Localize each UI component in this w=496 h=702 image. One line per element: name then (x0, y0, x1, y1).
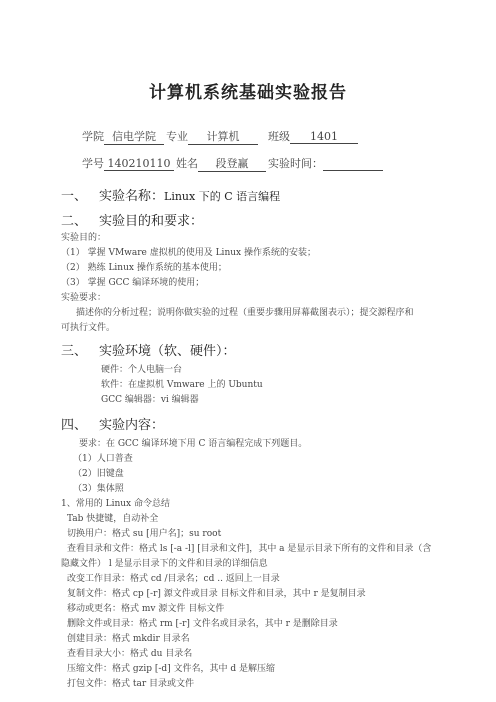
purpose-item: （3） 掌握 GCC 编译环境的使用； (61, 278, 205, 288)
command-line: 查看目录大小：格式 du 目录名 (67, 649, 193, 659)
section-2-label: 实验目的和要求： (99, 214, 204, 229)
command-line: 复制文件：格式 cp [-r] 源文件或目录 目标文件和目录，其中 r 是复制目录 (67, 589, 366, 599)
section-1-value: Linux 下的 C 语言编程 (164, 190, 281, 203)
section-1-heading (61, 185, 280, 204)
commands-title: 1、常用的 Linux 命令总结 (61, 499, 170, 509)
section-1-number: 一、 (61, 189, 88, 204)
section-3-heading (61, 340, 236, 359)
requirement-label: 实验要求： (61, 293, 107, 303)
command-line: 切换用户：格式 su [用户名]；su root (67, 529, 222, 539)
major-label: 专业 (166, 130, 188, 143)
time-value (323, 157, 383, 171)
section-3-number: 三、 (61, 344, 88, 359)
section-3-label: 实验环境（软、硬件）： (99, 344, 236, 359)
requirement-text-line-1: 描述你的分析过程；说明你做实验的过程（重要步骤用屏幕截图表示）；提交源程序和 (76, 308, 414, 318)
student-id-label: 学号 (82, 157, 104, 170)
command-line: Tab 快捷键，自动补全 (67, 514, 159, 524)
class-value: 1401 (290, 130, 358, 144)
task-item: （3）集体照 (73, 484, 124, 494)
task-item: （2）旧键盘 (73, 469, 124, 479)
command-line: 查看目录和文件：格式 ls [-a -l] [目录和文件]，其中 a 是显示目录下所有的文件和目录（含 (67, 544, 432, 554)
section-4-label: 实验内容： (99, 418, 165, 433)
time-label: 实验时间： (268, 157, 323, 170)
section-2-number: 二、 (61, 214, 88, 229)
college-label: 学院 (82, 130, 104, 143)
command-line: 隐藏文件） l 是显示目录下的文件和目录的详细信息 (61, 559, 268, 569)
command-line: 压缩文件：格式 gzip [-d] 文件名，其中 d 是解压缩 (67, 664, 276, 674)
command-line: 移动或更名：格式 mv 源文件 目标文件 (67, 604, 225, 614)
name-label: 姓名 (176, 157, 198, 170)
major-value: 计算机 (188, 128, 258, 145)
info-line-2 (82, 155, 385, 172)
command-line: 打包文件：格式 tar 目录或文件 (67, 679, 195, 689)
student-id-value: 140210110 (104, 157, 174, 171)
task-item: （1）人口普查 (73, 454, 133, 464)
info-line-1 (82, 128, 360, 145)
environment-item: 硬件：个人电脑一台 (101, 365, 183, 375)
command-line: 删除文件或目录：格式 rm [-r] 文件名或目录名，其中 r 是删除目录 (67, 619, 338, 629)
environment-item: 软件：在虚拟机 Vmware 上的 Ubuntu (101, 380, 263, 390)
purpose-item: （2） 熟练 Linux 操作系统的基本使用； (61, 263, 227, 273)
purpose-label: 实验目的： (61, 233, 107, 243)
section-4-heading (61, 414, 164, 433)
command-line: 改变工作目录：格式 cd /目录名；cd .. 返回上一目录 (67, 574, 280, 584)
section-4-number: 四、 (61, 418, 88, 433)
section-1-label: 实验名称： (99, 189, 165, 204)
report-title: 计算机系统基础实验报告 (149, 83, 347, 103)
requirement-text-line-2: 可执行文件。 (61, 323, 116, 333)
college-value: 信电学院 (104, 128, 164, 145)
purpose-item: （1） 掌握 VMware 虚拟机的使用及 Linux 操作系统的安装； (61, 248, 316, 258)
content-intro: 要求：在 GCC 编译环境下用 C 语言编程完成下列题目。 (79, 439, 308, 449)
command-line: 创建目录：格式 mkdir 目录名 (67, 634, 190, 644)
class-label: 班级 (268, 130, 290, 143)
section-2-heading (61, 210, 203, 229)
name-value: 段登赢 (198, 155, 266, 172)
environment-item: GCC 编辑器：vi 编辑器 (101, 395, 199, 405)
